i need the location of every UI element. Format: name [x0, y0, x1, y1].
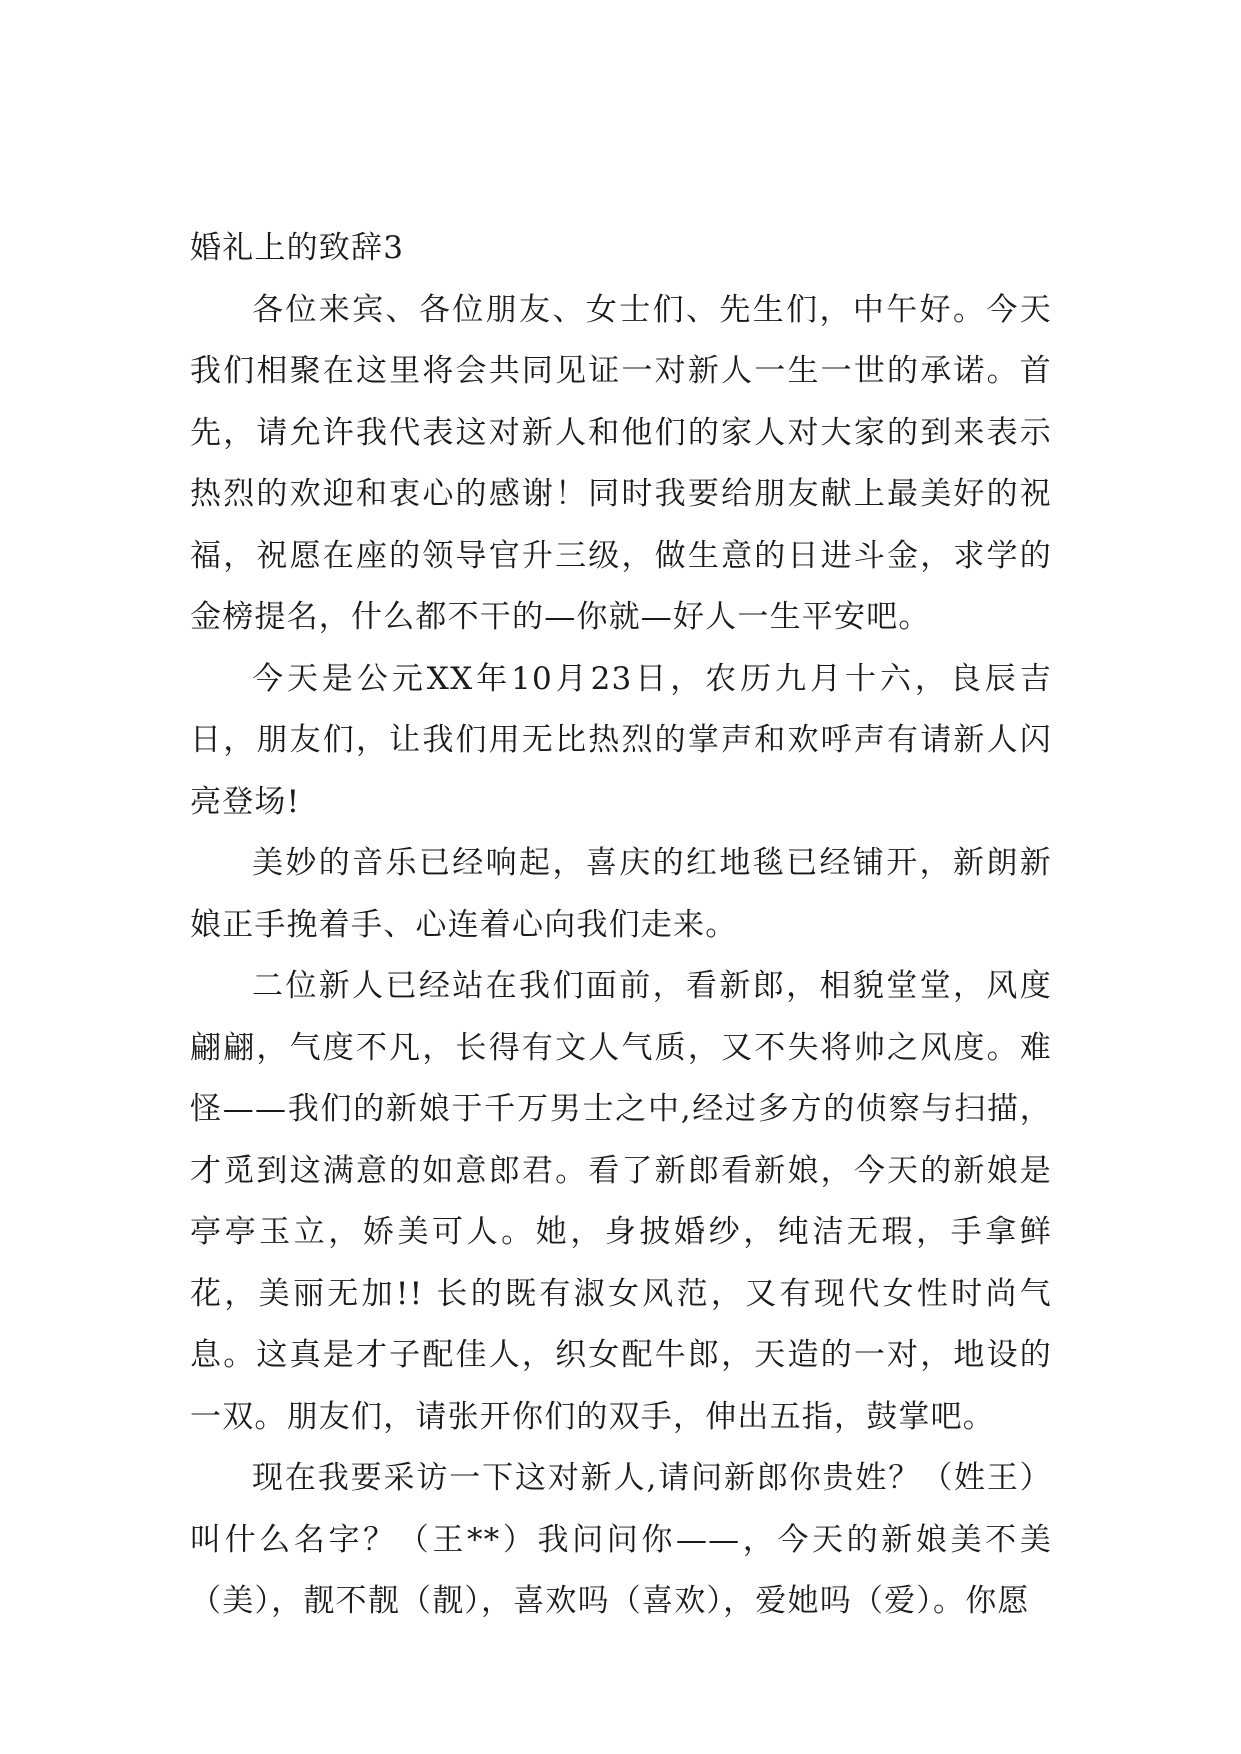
paragraph-interview: 现在我要采访一下这对新人,请问新郎你贵姓？（姓王）叫什么名字？（王**）我问问你——，今天的新娘美不美（美），靓不靓（靓），喜欢吗（喜欢），爱她吗（爱）。你愿 — [190, 1460, 1052, 1619]
paragraph-music: 美妙的音乐已经响起，喜庆的红地毯已经铺开，新朗新娘正手挽着手、心连着心向我们走来。 — [190, 845, 1052, 943]
document-title: 婚礼上的致辞3 — [190, 230, 405, 266]
paragraph-couple-description: 二位新人已经站在我们面前，看新郎，相貌堂堂，风度翩翩，气度不凡，长得有文人气质，又不失将帅之风度。难怪——我们的新娘于千万男士之中,经过多方的侦察与扫描，才觅到这满意的如意郎君。看了新郎看新娘，今天的新娘是亭亭玉立，娇美可人。她，身披婚纱，纯洁无瑕，手拿鲜花，美丽无加!! 长的既有淑女风范，又有现代女性时尚气息。这真是才子配佳人，织女配牛郎，天造的一对，地设的一双。朋友们，请张开你们的双手，伸出五指，鼓掌吧。 — [190, 968, 1052, 1435]
document-body — [190, 218, 1052, 1633]
paragraph-welcome: 各位来宾、各位朋友、女士们、先生们，中午好。今天我们相聚在这里将会共同见证一对新人一生一世的承诺。首先，请允许我代表这对新人和他们的家人对大家的到来表示热烈的欢迎和衷心的感谢！同时我要给朋友献上最美好的祝福，祝愿在座的领导官升三级，做生意的日进斗金，求学的金榜提名，什么都不干的—你就—好人一生平安吧。 — [190, 291, 1052, 635]
paragraph-date: 今天是公元XX年10月23日，农历九月十六，良辰吉日，朋友们，让我们用无比热烈的掌声和欢呼声有请新人闪亮登场! — [190, 660, 1052, 820]
